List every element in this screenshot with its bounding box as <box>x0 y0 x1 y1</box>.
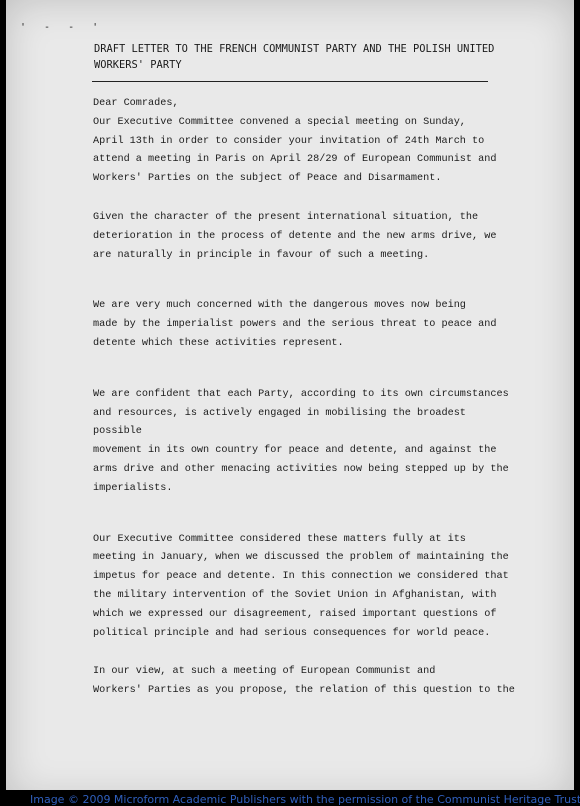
paragraph-1: Our Executive Committee convened a special meeting on Sunday, April 13th in order to consider your invitation of 24th March to attend a meeting in Paris on April 28/29 of European Communist and Workers' Parties on the subject of Peace and Disarmament. <box>93 114 518 189</box>
letter-body <box>93 95 518 701</box>
paragraph-3: We are very much concerned with the dangerous moves now being made by the imperialist powers and the serious threat to peace and detente which these activities represent. <box>93 297 518 353</box>
salutation: Dear Comrades, <box>93 95 518 114</box>
paragraph-6: In our view, at such a meeting of European Communist and Workers' Parties as you propose, the relation of this question to the <box>93 663 518 701</box>
paragraph-2: Given the character of the present international situation, the deterioration in the process of detente and the new arms drive, we are naturally in principle in favour of such a meeting. <box>93 209 518 265</box>
letter-title: DRAFT LETTER TO THE FRENCH COMMUNIST PARTY AND THE POLISH UNITED WORKERS' PARTY <box>94 42 514 73</box>
paragraph-4: We are confident that each Party, according to its own circumstances and resources, is actively engaged in mobilising the broadest possible movement in its own country for peace and detente, and against the arms drive and other menacing activities now being stepped up by the imperialists. <box>93 386 518 499</box>
margin-marks: ' - - ' <box>20 22 104 33</box>
copyright-footer: Image © 2009 Microform Academic Publishers with the permission of the Communist Heritage Trust <box>30 793 580 806</box>
title-rule <box>92 81 488 82</box>
document-page <box>6 0 574 800</box>
paragraph-5: Our Executive Committee considered these matters fully at its meeting in January, when we discussed the problem of maintaining the impetus for peace and detente. In this connection we considered that the military intervention of the Soviet Union in Afghanistan, with which we expressed our disagreement, raised important questions of political principle and had serious consequences for world peace. <box>93 531 518 644</box>
